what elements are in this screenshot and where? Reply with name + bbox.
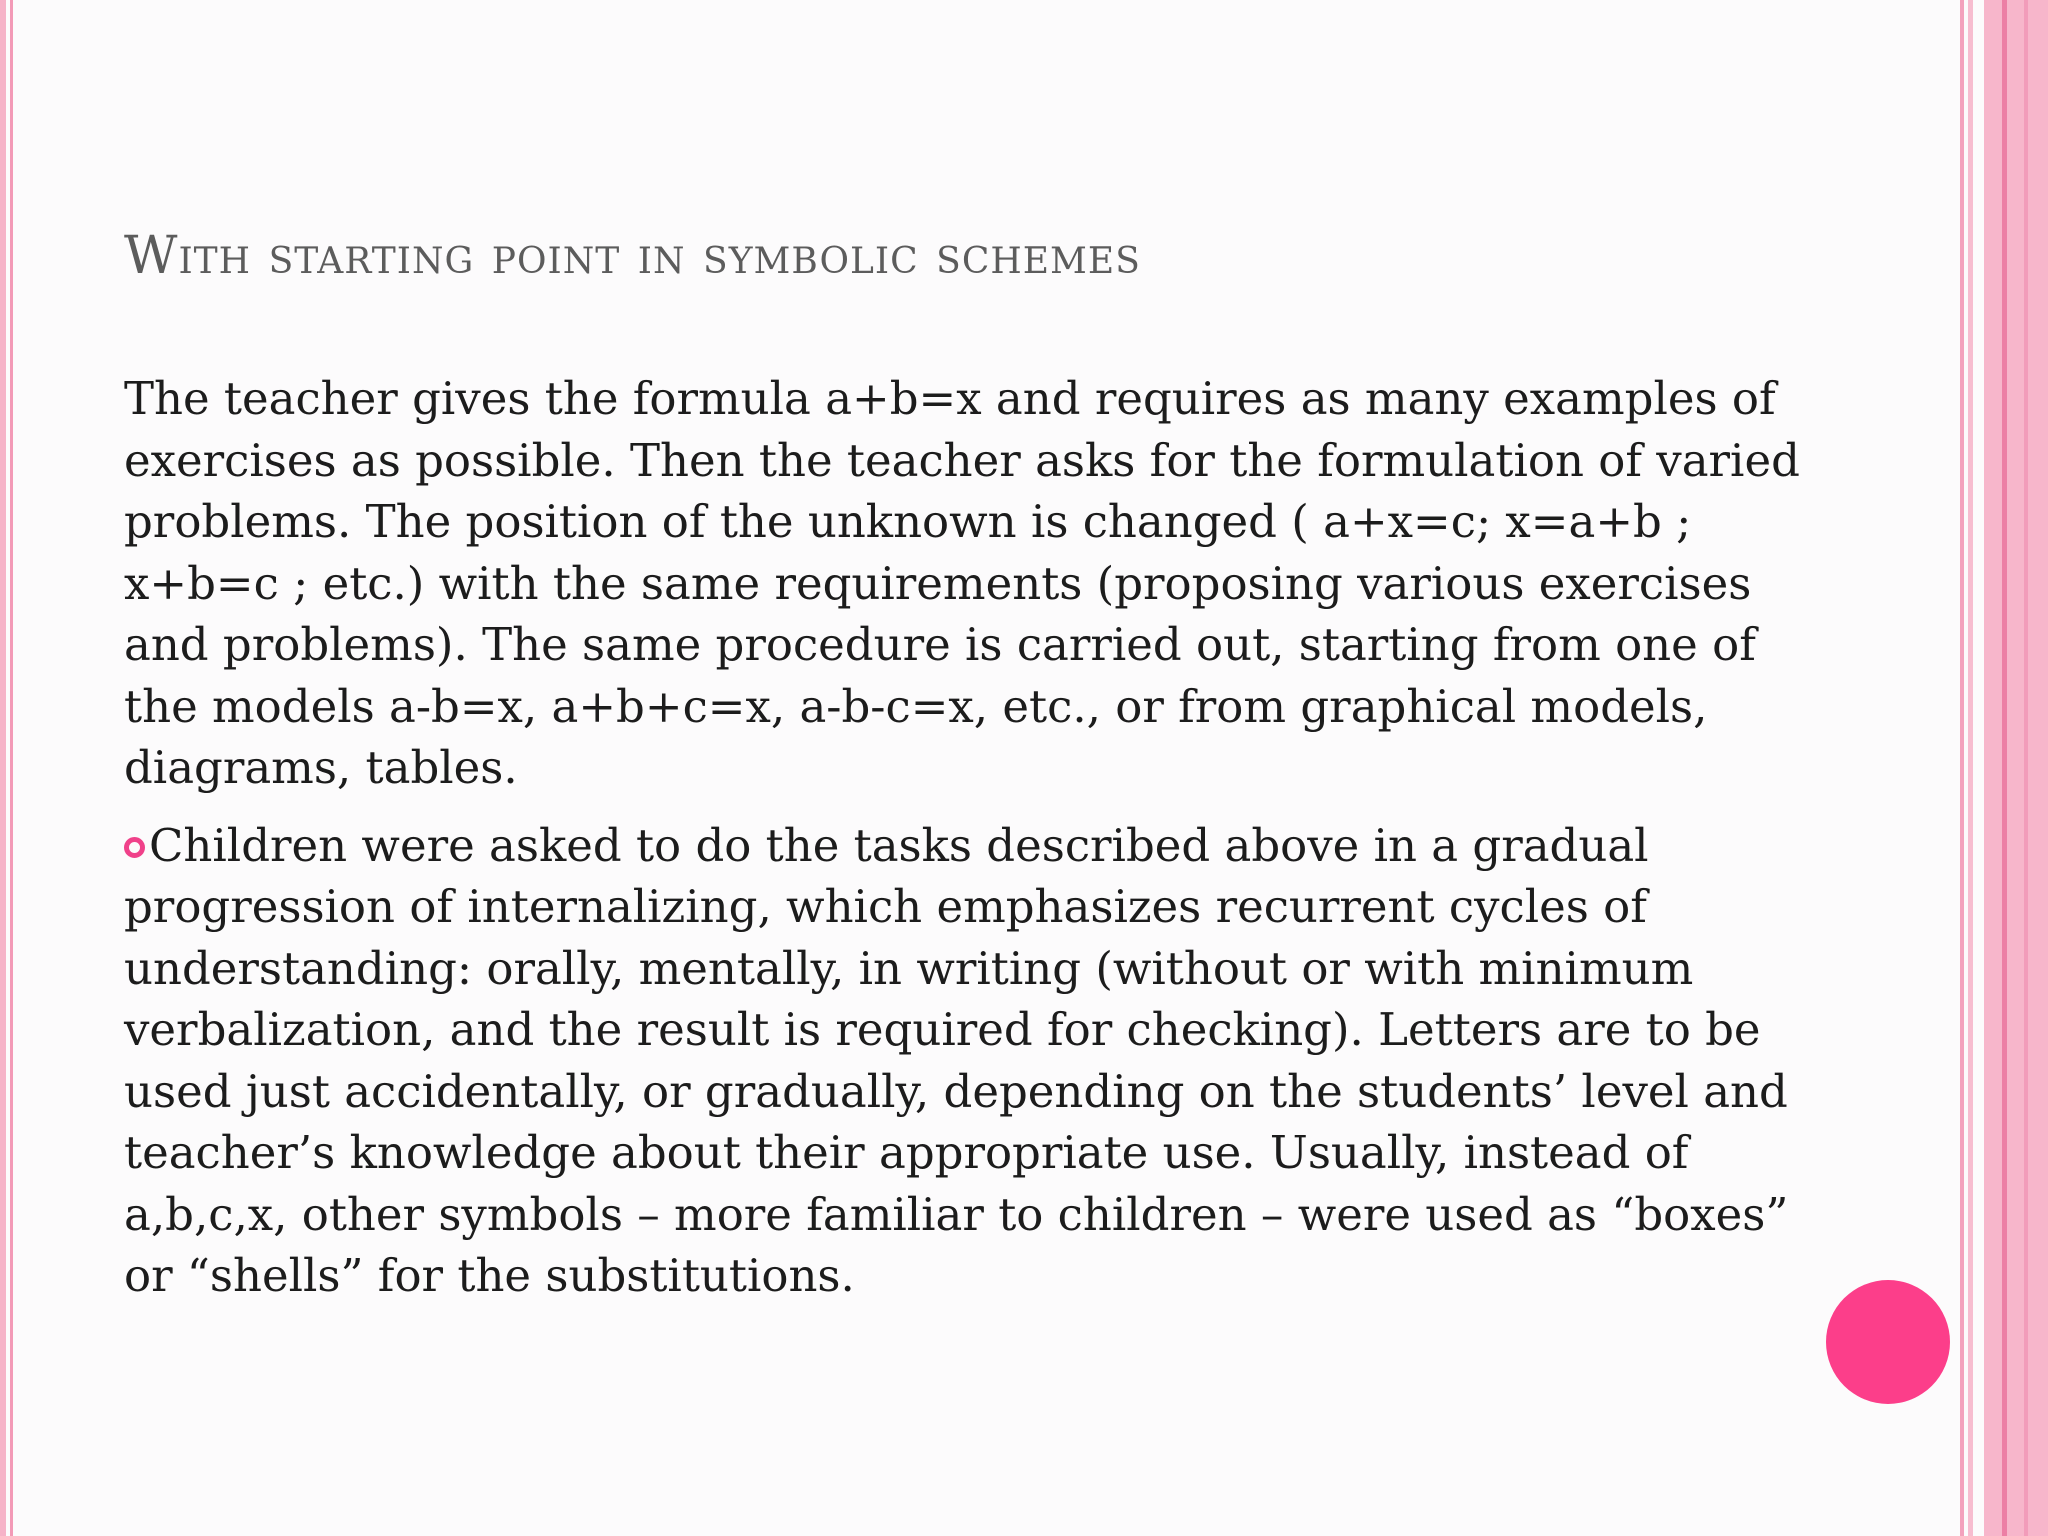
right-border-line bbox=[1960, 0, 1964, 1536]
left-border-stripe bbox=[0, 0, 6, 1536]
bullet-paragraph bbox=[124, 815, 1814, 1307]
right-border-band bbox=[1984, 0, 2048, 1536]
left-border-line bbox=[10, 0, 13, 1536]
ring-bullet-icon bbox=[124, 837, 145, 858]
right-border-line bbox=[2024, 0, 2028, 1536]
paragraph-text: Children were asked to do the tasks described above in a gradual progression of internalizing, which emphasizes recurrent cycles of understanding: orally, mentally, in writing (without or with minimum verbalization, and the result is required for checking). Letters are to be used just accidentally, or gradually, depending on the students’ level and teacher’s knowledge about their appropriate use. Usually, instead of a,b,c,x, other symbols – more familiar to children – were used as “boxes” or “shells” for the substitutions. bbox=[124, 818, 1789, 1302]
paragraph-text: The teacher gives the formula a+b=x and requires as many examples of exercises as possible. Then the teacher asks for the formulation of varied problems. The position of the unknown is changed ( a+x=c; x=a+b ; x+b=c ; etc.) with the same requirements (proposing various exercises and problems). The same procedure is carried out, starting from one of the models a-b=x, a+b+c=x, a-b-c=x, etc., or from graphical models, diagrams, tables. bbox=[124, 372, 1800, 794]
right-border-line bbox=[1968, 0, 1973, 1536]
slide-body bbox=[124, 368, 1814, 1307]
decorative-circle-icon bbox=[1826, 1280, 1950, 1404]
body-paragraph bbox=[124, 368, 1814, 799]
slide-title: With starting point in symbolic schemes bbox=[124, 226, 1141, 286]
right-border-line bbox=[2002, 0, 2007, 1536]
